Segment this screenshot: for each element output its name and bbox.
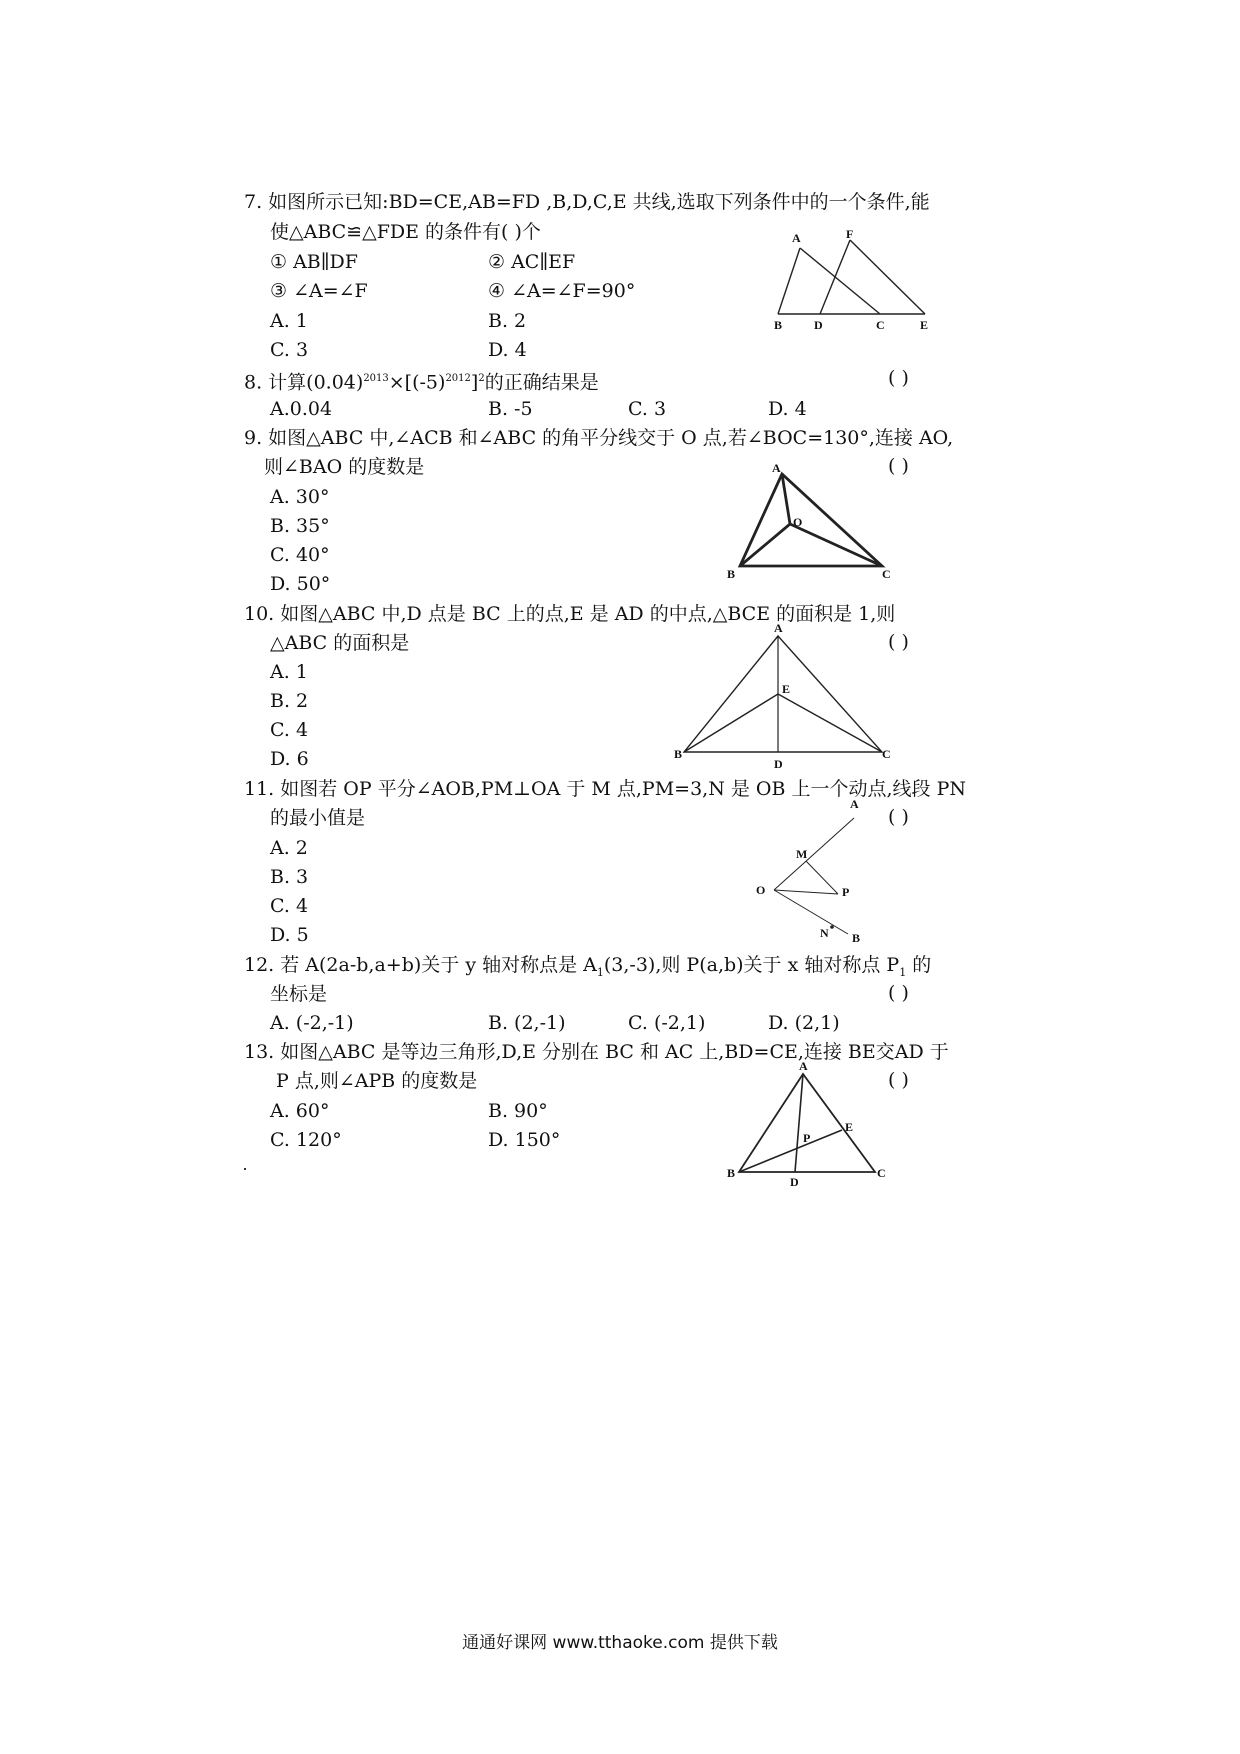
q11-label-b: B xyxy=(852,931,861,945)
q8-exponent-3: 2 xyxy=(478,373,485,384)
q9-option-b: B. 35° xyxy=(270,515,330,537)
q13-label-e: E xyxy=(845,1120,854,1134)
q12-stem-line2: 坐标是 xyxy=(270,983,328,1005)
q13-label-c: C xyxy=(877,1166,886,1180)
q13-stem-line2: P 点,则∠APB 的度数是 xyxy=(276,1070,478,1092)
q11-stem-line2: 的最小值是 xyxy=(270,807,366,829)
q11-label-p: P xyxy=(842,885,850,899)
q13-label-d: D xyxy=(790,1175,799,1189)
q11-option-b: B. 3 xyxy=(270,866,309,888)
q11-label-a: A xyxy=(850,797,859,811)
q10-figure xyxy=(670,622,900,772)
stray-dot xyxy=(244,1168,246,1170)
q9-label-b: B xyxy=(727,567,736,581)
q10-stem-line1: 10. 如图△ABC 中,D 点是 BC 上的点,E 是 AD 的中点,△BCE 的面积是 1,则 xyxy=(244,603,896,625)
q7-condition-2: ② AC∥EF xyxy=(488,251,576,273)
q11-option-d: D. 5 xyxy=(270,924,309,946)
q9-label-a: A xyxy=(772,461,781,475)
q7-label-e: E xyxy=(920,318,929,332)
q13-label-b: B xyxy=(727,1166,736,1180)
q10-label-c: C xyxy=(882,747,891,761)
q12-stem-mid: (3,-3),则 P(a,b)关于 x 轴对称点 P xyxy=(603,954,900,976)
q8-stem-mid: ×[(-5) xyxy=(388,371,446,394)
q13-answer-paren: ( ) xyxy=(888,1069,909,1091)
q12-option-c: C. (-2,1) xyxy=(628,1012,706,1034)
q10-label-e: E xyxy=(782,682,791,696)
q10-label-b: B xyxy=(674,747,683,761)
q9-answer-paren: ( ) xyxy=(888,455,909,477)
q7-condition-3: ③ ∠A=∠F xyxy=(270,280,368,302)
q8-stem-pre: 8. 计算(0.04) xyxy=(244,371,364,394)
q11-label-o: O xyxy=(756,883,766,897)
q12-stem-post: 的 xyxy=(906,954,932,976)
q13-option-d: D. 150° xyxy=(488,1129,561,1151)
q7-label-a: A xyxy=(792,231,801,245)
q8-option-c: C. 3 xyxy=(628,398,667,420)
q13-stem-line1: 13. 如图△ABC 是等边三角形,D,E 分别在 BC 和 AC 上,BD=CE,连接 BE交AD 于 xyxy=(244,1041,949,1063)
q10-stem-line2: △ABC 的面积是 xyxy=(270,632,410,654)
q12-option-b: B. (2,-1) xyxy=(488,1012,566,1034)
q7-label-d: D xyxy=(814,318,823,332)
q7-option-c: C. 3 xyxy=(270,339,309,361)
q7-label-c: C xyxy=(876,318,885,332)
q11-option-a: A. 2 xyxy=(270,837,308,859)
q9-option-d: D. 50° xyxy=(270,573,331,595)
q13-label-a: A xyxy=(799,1059,808,1073)
q12-stem-line1 xyxy=(244,953,931,985)
q10-option-d: D. 6 xyxy=(270,748,309,770)
q7-figure xyxy=(770,228,950,338)
q8-stem xyxy=(244,367,599,394)
q8-exponent-1: 2013 xyxy=(363,373,389,384)
q10-option-c: C. 4 xyxy=(270,719,309,741)
q8-option-a: A.0.04 xyxy=(270,398,333,420)
q12-subscript-p1: 1 xyxy=(899,965,907,979)
q8-exponent-2: 2012 xyxy=(445,373,471,384)
q9-option-a: A. 30° xyxy=(270,486,330,508)
q11-label-n: N xyxy=(820,926,829,940)
q12-option-d: D. (2,1) xyxy=(768,1012,840,1034)
q8-option-d: D. 4 xyxy=(768,398,807,420)
q7-label-f: F xyxy=(846,227,854,241)
q12-subscript-a1: 1 xyxy=(596,965,604,979)
q9-label-o: O xyxy=(793,515,803,529)
q7-condition-4: ④ ∠A=∠F=90° xyxy=(488,280,636,302)
q12-option-a: A. (-2,-1) xyxy=(270,1012,354,1034)
q8-answer-paren: ( ) xyxy=(888,367,909,389)
q9-figure xyxy=(722,462,902,584)
q11-point-n xyxy=(830,925,834,929)
q11-answer-paren: ( ) xyxy=(888,806,909,828)
q8-option-b: B. -5 xyxy=(488,398,533,420)
q8-stem-close: ] xyxy=(470,371,479,394)
q10-option-b: B. 2 xyxy=(270,690,309,712)
q8-stem-post: 的正确结果是 xyxy=(484,371,599,394)
q13-option-b: B. 90° xyxy=(488,1100,548,1122)
q7-condition-1: ① AB∥DF xyxy=(270,251,358,273)
q13-label-p: P xyxy=(803,1131,811,1145)
q10-option-a: A. 1 xyxy=(270,661,308,683)
q9-option-c: C. 40° xyxy=(270,544,330,566)
q11-option-c: C. 4 xyxy=(270,895,309,917)
q9-stem-line1: 9. 如图△ABC 中,∠ACB 和∠ABC 的角平分线交于 O 点,若∠BOC=130°,连接 AO, xyxy=(244,427,954,449)
q10-label-d: D xyxy=(774,757,783,771)
q13-option-a: A. 60° xyxy=(270,1100,330,1122)
q9-stem-line2: 则∠BAO 的度数是 xyxy=(264,456,425,478)
q13-option-c: C. 120° xyxy=(270,1129,342,1151)
q9-label-c: C xyxy=(882,567,891,581)
q7-option-a: A. 1 xyxy=(270,310,308,332)
q7-stem-line2: 使△ABC≌△FDE 的条件有( )个 xyxy=(270,221,541,243)
q11-stem-line1: 11. 如图若 OP 平分∠AOB,PM⊥OA 于 M 点,PM=3,N 是 OB 上一个动点,线段 PN xyxy=(244,778,966,800)
q13-figure xyxy=(725,1060,895,1188)
q7-option-d: D. 4 xyxy=(488,339,527,361)
page-footer: 通通好课网 www.tthaoke.com 提供下载 xyxy=(462,1633,778,1653)
q10-label-a: A xyxy=(774,621,783,635)
q10-answer-paren: ( ) xyxy=(888,631,909,653)
q12-answer-paren: ( ) xyxy=(888,982,909,1004)
q11-figure xyxy=(752,796,882,944)
q12-stem-pre: 12. 若 A(2a-b,a+b)关于 y 轴对称点是 A xyxy=(244,954,597,976)
q7-option-b: B. 2 xyxy=(488,310,527,332)
q7-stem-line1: 7. 如图所示已知:BD=CE,AB=FD ,B,D,C,E 共线,选取下列条件中的一个条件,能 xyxy=(244,191,930,213)
q11-label-m: M xyxy=(796,847,808,861)
q7-label-b: B xyxy=(774,318,783,332)
